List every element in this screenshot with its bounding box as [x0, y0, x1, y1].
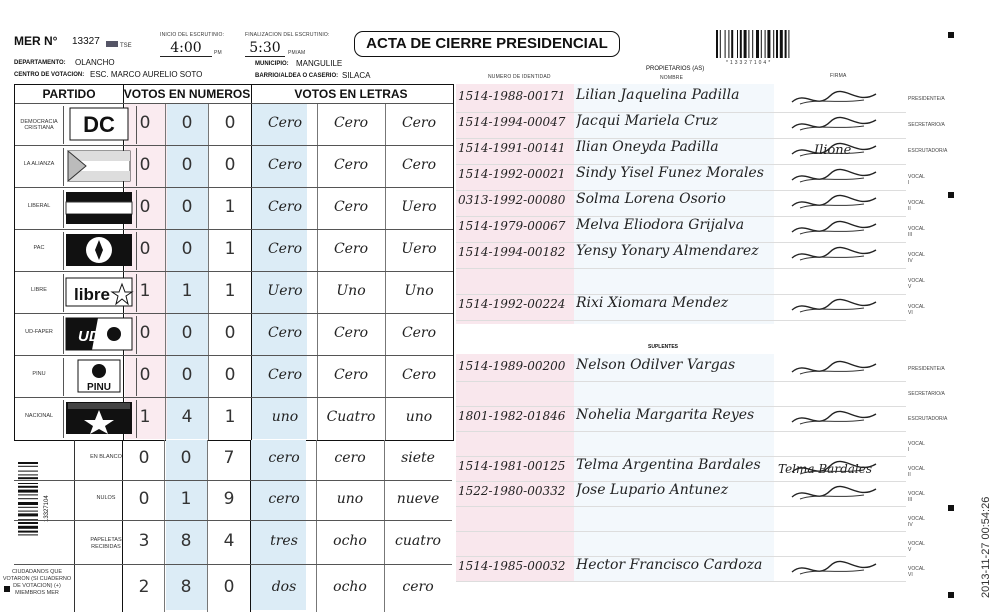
svg-text:libre: libre: [74, 285, 110, 304]
suplentes-row: [456, 531, 925, 557]
signature-ilione: Ilione: [814, 143, 852, 158]
role-label: VOCAL II: [908, 200, 925, 212]
corner-marker: [4, 586, 10, 592]
identity-number: 1514-1991-00141: [458, 141, 566, 155]
vote-number: 0: [139, 155, 151, 175]
vote-words: uno: [271, 409, 299, 425]
owners-row: [456, 216, 925, 243]
summary-words: cero: [402, 579, 434, 595]
vote-words: Cero: [401, 325, 437, 341]
party-row: [15, 355, 453, 398]
role-label: VOCAL II: [908, 465, 925, 478]
party-row: [15, 187, 453, 230]
party-name: UD-FAPER: [25, 329, 53, 335]
signature: [786, 408, 886, 428]
document-title: ACTA DE CIERRE PRESIDENCIAL: [354, 31, 620, 57]
suplentes-row: [456, 556, 925, 582]
owners-row: [456, 86, 945, 113]
vote-number: 1: [224, 281, 236, 301]
vote-number: 0: [139, 323, 151, 343]
vote-number: 0: [181, 155, 193, 175]
corner-marker: [948, 32, 954, 38]
dept-label: DEPARTAMENTO:: [14, 60, 66, 66]
owners-row: [456, 164, 925, 191]
identity-number: 1522-1980-00332: [458, 484, 566, 498]
end-time: 5:30: [245, 40, 285, 57]
vote-words: Uero: [401, 199, 437, 215]
suplentes-row: [456, 406, 948, 432]
col-id: NUMERO DE IDENTIDAD: [488, 74, 551, 80]
summary-label: EN BLANCO: [90, 454, 122, 460]
vote-words: Uero: [401, 241, 437, 257]
party-name: NACIONAL: [24, 413, 54, 419]
vote-number: 0: [181, 239, 193, 259]
identity-number: 1514-1988-00171: [458, 89, 566, 103]
role-label: ESCRUTADOR/A: [908, 415, 948, 422]
role-label: VOCAL V: [908, 540, 925, 553]
vote-words: Cero: [267, 241, 303, 257]
vote-words: Cero: [267, 157, 303, 173]
end-label: FINALIZACION DEL ESCRUTINIO:: [245, 32, 330, 38]
role-label: PRESIDENTE/A: [908, 365, 945, 372]
summary-row: [14, 440, 452, 480]
identity-number: 1514-1992-00224: [458, 297, 566, 311]
party-row: [15, 397, 453, 440]
vote-number: 0: [181, 113, 193, 133]
col-letras: VOTOS EN LETRAS: [294, 87, 408, 101]
tse-logo: [106, 36, 146, 49]
vote-number: 0: [181, 323, 193, 343]
vote-words: Cero: [267, 115, 303, 131]
role-label: VOCAL VI: [908, 304, 925, 316]
mer-number: 13327: [72, 36, 100, 47]
col-numeros: VOTOS EN NUMEROS: [123, 87, 251, 101]
centro-value: ESC. MARCO AURELIO SOTO: [90, 70, 203, 79]
vote-number: 1: [181, 281, 193, 301]
role-label: VOCAL IV: [908, 252, 925, 264]
signature: [786, 558, 886, 578]
vote-words: Uno: [404, 283, 434, 299]
summary-number: 8: [180, 577, 192, 597]
member-name: Rixi Xiomara Mendez: [576, 295, 729, 311]
vote-number: 1: [139, 281, 151, 301]
barrio-value: SILACA: [342, 71, 371, 80]
summary-number: 9: [223, 489, 235, 509]
summary-words: ocho: [333, 533, 367, 549]
vote-words: Cero: [401, 115, 437, 131]
role-label: VOCAL I: [908, 440, 925, 453]
summary-words: tres: [270, 533, 298, 549]
summary-number: 0: [138, 448, 150, 468]
start-suffix: PM: [214, 50, 222, 56]
vote-number: 0: [224, 365, 236, 385]
vote-number: 0: [139, 365, 151, 385]
member-name: Yensy Yonary Almendarez: [576, 243, 759, 259]
role-label: SECRETARIO/A: [908, 390, 945, 397]
role-label: VOCAL VI: [908, 565, 925, 578]
vote-number: 4: [181, 407, 193, 427]
party-name: LIBERAL: [27, 203, 51, 209]
vote-words: Cero: [333, 115, 369, 131]
summary-row: [2, 564, 452, 613]
muni-value: MANGULILE: [296, 59, 343, 68]
scan-timestamp: 2013-11-27 00:54:26: [980, 496, 992, 598]
identity-number: 0313-1992-00080: [458, 193, 566, 207]
member-name: Ilian Oneyda Padilla: [576, 139, 719, 155]
member-name: Solma Lorena Osorio: [576, 191, 726, 207]
signature: [786, 218, 886, 238]
summary-row: [14, 480, 452, 521]
role-label: VOCAL V: [908, 278, 925, 290]
owners-row: [456, 190, 925, 217]
votes-table: [14, 84, 454, 441]
summary-number: 8: [180, 531, 192, 551]
summary-words: dos: [271, 579, 297, 595]
party-row: [15, 229, 453, 272]
vote-number: 0: [224, 155, 236, 175]
barcode-number: *13327104*: [726, 60, 773, 66]
suplentes-label: SUPLENTES: [648, 344, 679, 350]
summary-label: PAPELETAS RECIBIDAS: [90, 537, 122, 550]
vote-words: Cero: [267, 367, 303, 383]
svg-text:UD: UD: [78, 328, 100, 345]
role-label: VOCAL I: [908, 174, 925, 186]
vote-number: 1: [224, 197, 236, 217]
vote-words: Cero: [333, 157, 369, 173]
party-name: PAC: [33, 245, 45, 251]
signature: [786, 244, 886, 264]
end-suffix: PM/AM: [288, 50, 306, 56]
role-label: VOCAL IV: [908, 515, 925, 528]
signature-telma: Telma Bardales: [778, 462, 873, 476]
party-name: DEMOCRACIA CRISTIANA: [20, 119, 58, 131]
vote-number: 1: [224, 239, 236, 259]
role-label: SECRETARIO/A: [908, 122, 945, 128]
owners-row: [456, 112, 945, 139]
barcode: [716, 30, 816, 58]
owners-row: [456, 268, 925, 295]
summary-words: cero: [268, 491, 300, 507]
party-name: LA ALIANZA: [23, 161, 55, 167]
summary-words: siete: [401, 450, 435, 466]
signature: [786, 296, 886, 316]
start-time: 4:00: [160, 40, 212, 57]
member-name: Sindy Yisel Funez Morales: [576, 165, 764, 181]
summary-words: nueve: [396, 491, 440, 507]
corner-marker: [948, 592, 954, 598]
corner-marker: [948, 192, 954, 198]
member-name: Melva Eliodora Grijalva: [576, 217, 745, 233]
member-name: Hector Francisco Cardoza: [576, 557, 763, 573]
summary-number: 0: [223, 577, 235, 597]
vote-number: 0: [224, 113, 236, 133]
vote-words: Uero: [267, 283, 303, 299]
svg-text:13327104: 13327104: [44, 495, 50, 522]
summary-number: 0: [138, 489, 150, 509]
member-name: Jose Lupario Antunez: [576, 482, 729, 498]
summary-number: 7: [223, 448, 235, 468]
role-label: VOCAL III: [908, 226, 925, 238]
muni-label: MUNICIPIO:: [255, 61, 289, 67]
vote-words: Cero: [401, 367, 437, 383]
signature: [786, 192, 886, 212]
identity-number: 1514-1979-00067: [458, 219, 566, 233]
col-sig: FIRMA: [830, 73, 847, 79]
signature: [786, 483, 886, 503]
member-name: Nohelia Margarita Reyes: [576, 407, 755, 423]
summary-label: CIUDADANOS QUE VOTARON (SI CUADERNO DE VOTACION) (+) MIEMBROS MER: [2, 569, 72, 596]
vote-words: Cero: [267, 199, 303, 215]
identity-number: 1514-1992-00021: [458, 167, 566, 181]
party-row: [15, 313, 453, 356]
vote-number: 0: [139, 113, 151, 133]
svg-text:DC: DC: [83, 112, 115, 137]
summary-number: 1: [180, 489, 192, 509]
vote-words: Cero: [401, 157, 437, 173]
vote-number: 0: [139, 239, 151, 259]
summary-words: ocho: [333, 579, 367, 595]
vote-words: Cero: [333, 241, 369, 257]
summary-words: cuatro: [395, 533, 441, 549]
col-owner: PROPIETARIOS (AS): [646, 66, 705, 72]
signature: [786, 166, 886, 186]
svg-text:TSE: TSE: [120, 43, 132, 49]
summary-words: cero: [334, 450, 366, 466]
summary-table: [2, 440, 452, 612]
summary-words: uno: [336, 491, 364, 507]
summary-number: 3: [138, 531, 150, 551]
vote-words: uno: [405, 409, 433, 425]
vote-number: 0: [224, 323, 236, 343]
identity-number: 1514-1985-00032: [458, 559, 566, 573]
signature: [786, 88, 886, 108]
party-name: PINU: [32, 371, 46, 377]
identity-number: 1514-1994-00182: [458, 245, 566, 259]
dept-value: OLANCHO: [75, 58, 115, 67]
barrio-label: BARRIO/ALDEA O CASERIO:: [255, 73, 339, 79]
vote-words: Cero: [333, 199, 369, 215]
summary-number: 4: [223, 531, 235, 551]
vote-words: Cuatro: [326, 409, 376, 425]
summary-number: 0: [180, 448, 192, 468]
vote-number: 1: [224, 407, 236, 427]
start-label: INICIO DEL ESCRUTINIO:: [160, 32, 225, 38]
role-label: PRESIDENTE/A: [908, 96, 945, 102]
owners-row: [456, 294, 925, 321]
role-label: ESCRUTADOR/A: [908, 148, 948, 154]
identity-number: 1514-1989-00200: [458, 359, 566, 373]
summary-number: 2: [138, 577, 150, 597]
member-name: Lilian Jaquelina Padilla: [576, 87, 740, 103]
signature: [786, 114, 886, 134]
identity-number: 1801-1982-01846: [458, 409, 566, 423]
role-label: VOCAL III: [908, 490, 925, 503]
summary-row: [14, 520, 452, 565]
suplentes-row: [456, 356, 945, 382]
identity-number: 1514-1994-00047: [458, 115, 566, 129]
suplentes-row: [456, 381, 945, 407]
party-row: [15, 103, 453, 146]
vote-words: Cero: [267, 325, 303, 341]
col-name: NOMBRE: [660, 75, 684, 81]
member-name: Telma Argentina Bardales: [576, 457, 761, 473]
identity-number: 1514-1981-00125: [458, 459, 566, 473]
vote-number: 0: [181, 197, 193, 217]
party-name: LIBRE: [31, 287, 47, 293]
suplentes-row: [456, 506, 925, 532]
col-partido: PARTIDO: [42, 87, 96, 101]
vote-words: Cero: [333, 325, 369, 341]
vote-number: 0: [181, 365, 193, 385]
suplentes-row: [456, 481, 925, 507]
party-row: [15, 271, 453, 314]
summary-label: NULOS: [96, 495, 116, 501]
vote-words: Cero: [333, 367, 369, 383]
suplentes-row: [456, 431, 925, 457]
vote-number: 1: [139, 407, 151, 427]
party-row: [15, 145, 453, 188]
corner-marker: [948, 505, 954, 511]
mer-label: MER N°: [14, 34, 58, 48]
vote-words: Uno: [336, 283, 366, 299]
vote-number: 0: [139, 197, 151, 217]
centro-label: CENTRO DE VOTACION:: [14, 72, 85, 78]
summary-words: cero: [268, 450, 300, 466]
svg-text:PINU: PINU: [87, 382, 111, 393]
member-name: Jacqui Mariela Cruz: [576, 113, 718, 129]
signature: [786, 358, 886, 378]
member-name: Nelson Odilver Vargas: [576, 357, 736, 373]
owners-row: [456, 242, 925, 269]
